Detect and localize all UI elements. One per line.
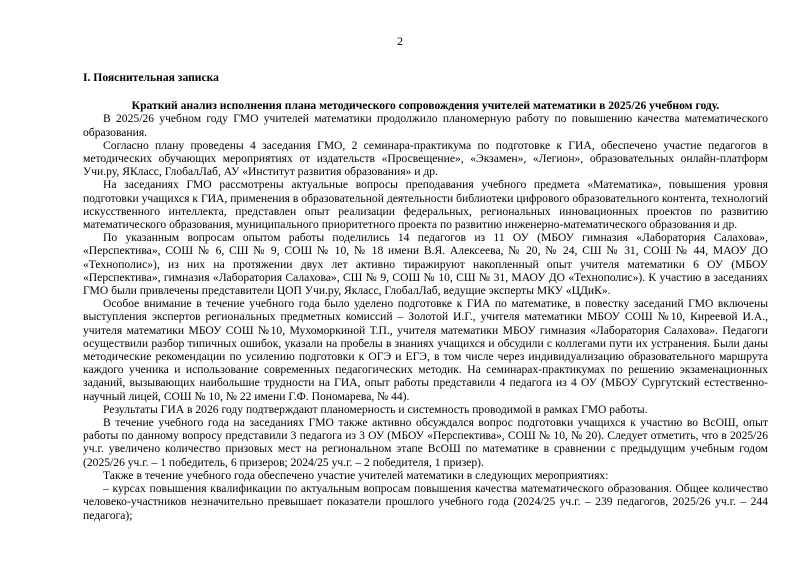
document-body: [83, 71, 768, 522]
paragraph: Также в течение учебного года обеспечено участие учителей математики в следующих мероприятиях:: [103, 468, 609, 482]
paragraph: На заседаниях ГМО рассмотрены актуальные вопросы преподавания учебного предмета «Математика», повышения уровня подготовки учащихся к ГИА, применения в образовательной деятельности библиотеки цифрового образовательного контента, технологий искусственного интеллекта, представлен опыт реализации федеральных, региональных инновационных проектов по развитию математического образования, муниципального приоритетного проекта по развитию инженерно-математического образования и др.: [83, 178, 768, 232]
section-heading: I. Пояснительная записка: [83, 71, 219, 84]
paragraph: – курсах повышения квалификации по актуальным вопросам повышения качества математического образования. Общее количество человеко-участников незначительно превышает показатели прошлого учебного года (2024/25 уч.г. – 239 педагогов, 2025/26 уч.г. – 244 педагога);: [83, 482, 768, 522]
paragraph: В 2025/26 учебном году ГМО учителей математики продолжило планомерную работу по повышению качества математического образования.: [83, 112, 768, 139]
page-number: 2: [397, 34, 403, 48]
paragraph: Результаты ГИА в 2026 году подтверждают планомерность и системность проводимой в рамках ГМО работы.: [103, 402, 648, 416]
paragraph: По указанным вопросам опытом работы поделились 14 педагогов из 11 ОУ (МБОУ гимназия «Лаборатория Салахова», «Перспектива», СОШ № 6, СШ № 9, СОШ № 10, № 18 имени В.Я. Алексеева, № 20, № 24, СШ № 31, СОШ № 44, МАОУ ДО «Технополис»), из них на протяжении двух лет активно тиражируют накопленный опыт учителя математики 6 ОУ (МБОУ «Перспектива», гимназия «Лаборатория Салахова», СШ № 9, СОШ № 10, СШ № 31, МАОУ ДО «Технополис»). К участию в заседаниях ГМО были привлечены представители ЦОП Учи.ру, Якласс, ГлобалЛаб, ведущие эксперты МКУ «ЦДиК».: [83, 231, 768, 298]
paragraph: Согласно плану проведены 4 заседания ГМО, 2 семинара-практикума по подготовке к ГИА, обеспечено участие педагогов в методических обучающих мероприятиях от издательств «Просвещение», «Экзамен», «Легион», образовательных онлайн-платформ Учи.ру, ЯКласс, ГлобалЛаб, АУ «Институт развития образования» и др.: [83, 138, 768, 179]
paragraph: В течение учебного года на заседаниях ГМО также активно обсуждался вопрос подготовки учащихся к участию во ВсОШ, опыт работы по данному вопросу представили 3 педагога из 3 ОУ (МБОУ «Перспектива», СОШ № 10, № 20). Следует отметить, что в 2025/26 уч.г. увеличено количество призовых мест на региональном этапе ВсОШ по математике в сравнении с предыдущим учебным годом (2025/26 уч.г. – 1 победитель, 6 призеров; 2024/25 уч.г. – 2 победителя, 1 призер).: [83, 416, 768, 469]
paragraph: Особое внимание в течение учебного года было уделено подготовке к ГИА по математике, в повестку заседаний ГМО включены выступления экспертов региональных предметных комиссий – Золотой И.Г., учителя математики МБОУ СОШ №10, Киреевой И.А., учителя математики МБОУ СОШ №10, Мухоморкиной Т.П., учителя математики МБОУ гимназия «Лаборатория Салахова». Педагоги осуществили разбор типичных ошибок, указали на пробелы в знаниях учащихся и обсудили с коллегами пути их устранения. Были даны методические рекомендации по усилению подготовки к ОГЭ и ЕГЭ, в том числе через индивидуализацию образовательного маршрута каждого ученика и использование современных педагогических методик. На семинарах-практикумах по решению экзаменационных заданий, вызывающих наибольшие трудности на ГИА, опыт работы представили 4 педагога из 4 ОУ (МБОУ Сургутский естественно-научный лицей, СОШ № 10, № 22 имени Г.Ф. Пономарева, № 44).: [83, 297, 768, 403]
subheading: Краткий анализ исполнения плана методического сопровождения учителей математики в 2025/26 учебном году.: [131, 99, 720, 113]
